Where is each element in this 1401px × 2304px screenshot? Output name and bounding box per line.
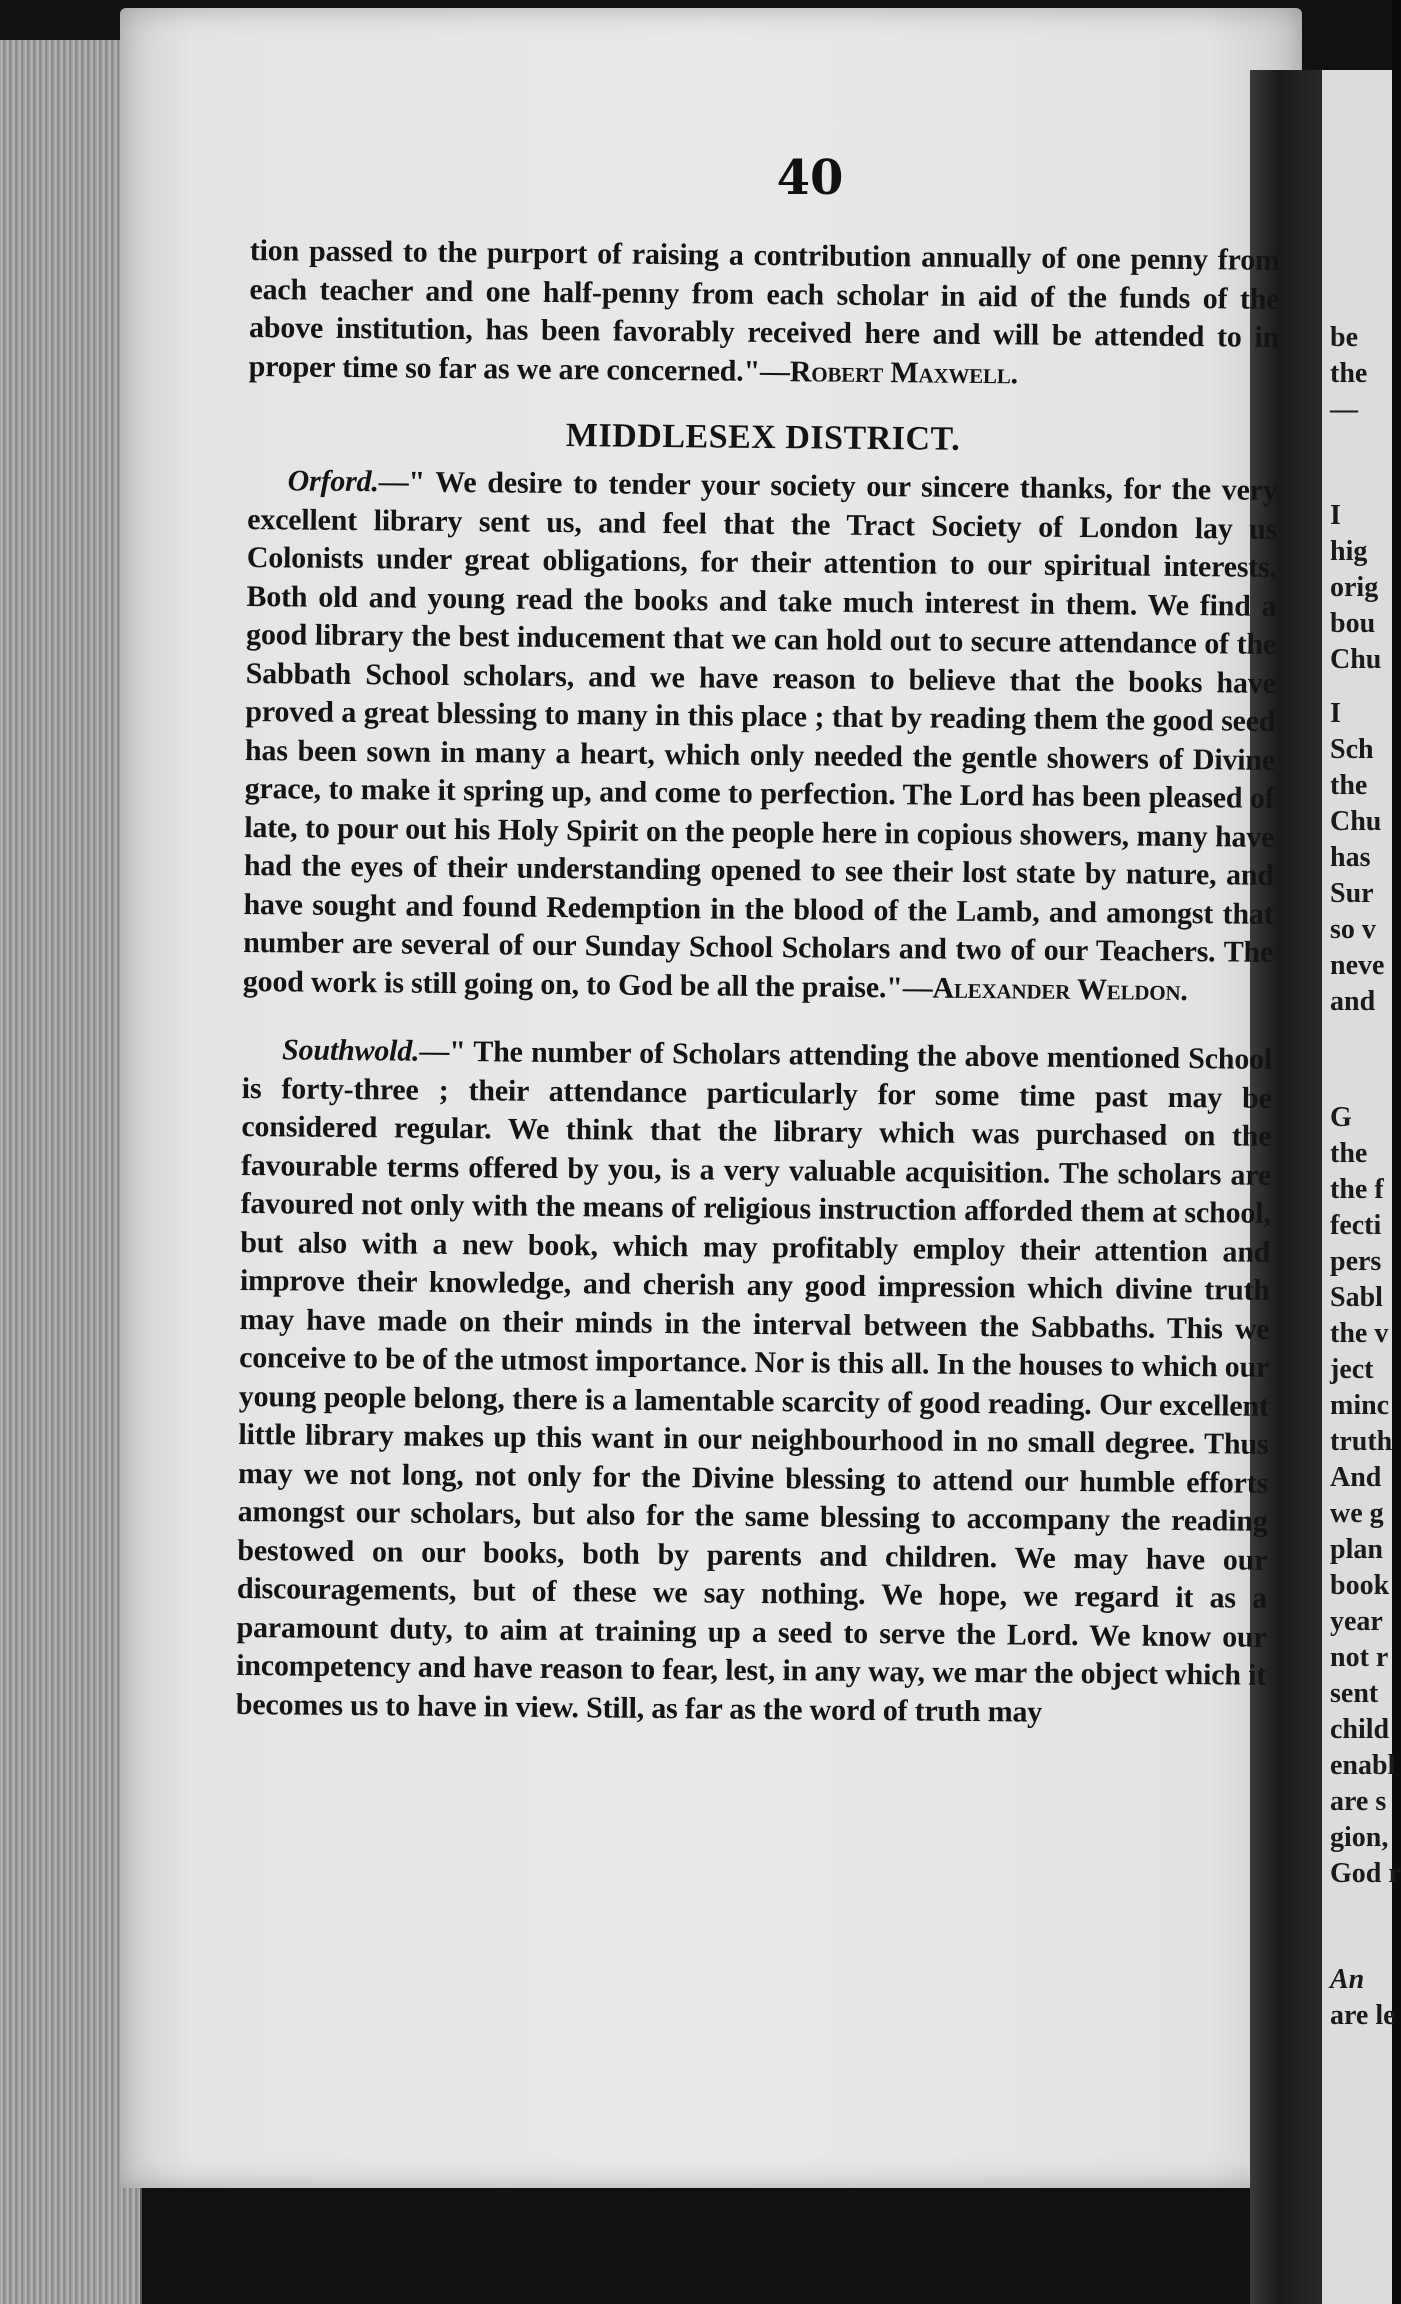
frag-line: Chu (1330, 644, 1382, 675)
entry-orford (243, 462, 1278, 1011)
frag-line: neve (1330, 950, 1385, 981)
section-heading: MIDDLESEX DISTRICT. (565, 417, 961, 458)
frag-line: ject (1330, 1354, 1374, 1385)
frag-line: minc (1330, 1390, 1390, 1421)
frag-line: gion, (1330, 1822, 1389, 1853)
frag-line: sent (1330, 1678, 1379, 1709)
entry-southwold (236, 1031, 1273, 1734)
frag-line: the (1330, 770, 1368, 801)
frag-line: An (1330, 1964, 1365, 1995)
frag-line: I (1330, 698, 1341, 729)
frag-line: I (1330, 500, 1341, 531)
frag-line: hig (1330, 536, 1368, 567)
frag-line: has (1330, 842, 1371, 873)
frag-line: not r (1330, 1642, 1389, 1673)
frag-line: bou (1330, 608, 1376, 639)
next-page-column (1322, 70, 1401, 2034)
frag-line: be (1330, 322, 1358, 353)
frag-line: are s (1330, 1786, 1387, 1817)
place-name: Orford. (287, 464, 379, 499)
frag-line: year (1330, 1606, 1383, 1637)
frag-line: G (1330, 1102, 1352, 1133)
frag-line: the (1330, 1138, 1368, 1169)
frag-line: fecti (1330, 1210, 1382, 1241)
frag-line: enabl (1330, 1750, 1396, 1781)
frag-line: orig (1330, 572, 1379, 603)
frag-line: plan (1330, 1534, 1383, 1565)
frag-line: book (1330, 1570, 1390, 1601)
page-number: 40 (776, 150, 844, 206)
frag-line: the f (1330, 1174, 1384, 1205)
opening-paragraph (249, 232, 1280, 396)
frag-line: — (1330, 394, 1358, 425)
frag-line: God r (1330, 1858, 1401, 1889)
entry-text: —" We desire to tender your society our sincere thanks, for the very excellent library sent us, and feel that the Tract Society of London lay us Colonists under great obligations, for their attention to our spiritual interests. Both old and young read the books and take much interest in them. We find a good library the best inducement that we can hold out to secure attendance of the Sabbath School scholars, and we have reason to believe that the books have proved a great blessing to many in this place ; that by reading them the good seed has been sown in many a heart, which only needed the gentle showers of Divine grace, to make it spring up, and come to perfection. The Lord has been pleased of late, to pour out his Holy Spirit on the people here in copious showers, many have had the eyes of their understanding opened to see their lost state by nature, and have sought and found Redemption in the blood of the Lamb, and amongst that number are several of our Sunday School Scholars and two of our Teachers. The good work is still going on, to God be all the praise."— (242, 465, 1278, 1005)
paragraph-text: tion passed to the purport of raising a contribution annually of one penny from each teacher and one half-penny from each scholar in aid of the funds of the above institution, has been favorably received here and will be attended to in proper time so far as we are concerned."— (248, 233, 1280, 388)
signature: Alexander Weldon. (932, 971, 1188, 1007)
frag-line: Sch (1330, 734, 1374, 765)
frag-line: and (1330, 986, 1376, 1017)
signature: Robert Maxwell. (789, 354, 1019, 390)
place-name: Southwold. (281, 1033, 420, 1068)
frag-line: truth (1330, 1426, 1393, 1457)
frag-line: are le (1330, 2000, 1396, 2031)
frag-line: pers (1330, 1246, 1382, 1277)
frag-line: the v (1330, 1318, 1389, 1349)
frag-line: so v (1330, 914, 1376, 945)
frag-line: Sur (1330, 878, 1374, 909)
frag-line: the (1330, 358, 1368, 389)
frag-line: Sabl (1330, 1282, 1383, 1313)
frag-line: And (1330, 1462, 1382, 1493)
entry-text: —" The number of Scholars attending the above mentioned School is forty-three ; their attendance particularly for some time past may be considered regular. We think that the library which was purchased on the favourable terms offered by you, is a very valuable acquisition. The scholars are favoured not only with the means of religious instruction afforded them at school, but also with a new book, which may profitably employ their attention and improve their knowledge, and cherish any good impression which divine truth may have made on their minds in the interval between the Sabbaths. This we conceive to be of the utmost importance. Nor is this all. In the houses to which our young people belong, there is a lamentable scarcity of good reading. Our excellent little library makes up this want in our neighbourhood in no small degree. Thus may we not long, not only for the Divine blessing to attend our humble efforts amongst our scholars, but also for the same blessing to accompany the reading bestowed on our books, both by parents and children. We may have our discouragements, but of these we say nothing. We hope, we regard it as a paramount duty, to aim at training up a seed to serve the Lord. We know our incompetency and have reason to fear, lest, in any way, we mar the object which it becomes us to have in view. Still, as far as the word of truth may (235, 1034, 1273, 1729)
frag-line: we g (1330, 1498, 1384, 1529)
page-text (236, 232, 1280, 1734)
frag-line: Chu (1330, 806, 1382, 837)
frag-line: child (1330, 1714, 1390, 1745)
right-page-fragment (1322, 70, 1401, 2304)
